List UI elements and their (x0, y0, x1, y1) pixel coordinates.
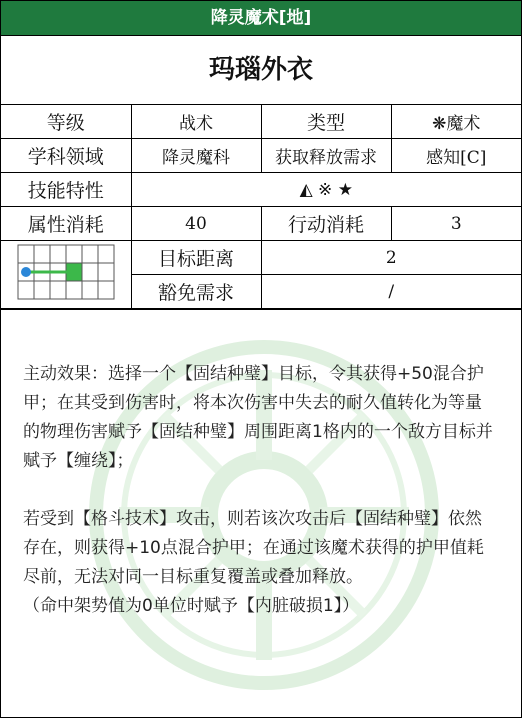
attr-cost-label: 属性消耗 (1, 207, 131, 241)
grid-cell (18, 245, 34, 263)
grid-cell (50, 281, 66, 299)
category-header: 降灵魔术[地] (1, 1, 521, 36)
acquire-label: 获取释放需求 (261, 139, 391, 173)
immune-value: / (261, 275, 521, 309)
grid-cell (98, 281, 114, 299)
grid-cell (50, 245, 66, 263)
grid-cell (82, 263, 98, 281)
description-para-3: （命中架势值为0单位时赋予【内脏破损1】） (23, 596, 360, 616)
stats-table (1, 105, 521, 309)
range-diagram (1, 241, 131, 309)
grid-cell (82, 281, 98, 299)
range-origin-dot (21, 267, 31, 277)
level-value: 战术 (131, 105, 261, 139)
type-value: ❋魔术 (391, 105, 521, 139)
field-value: 降灵魔科 (131, 139, 261, 173)
grid-cell (66, 245, 82, 263)
trait-value: ◭ ※ ★ (131, 173, 521, 207)
grid-cell (98, 245, 114, 263)
immune-label: 豁免需求 (131, 275, 261, 309)
grid-cell (34, 281, 50, 299)
field-label: 学科领域 (1, 139, 131, 173)
level-label: 等级 (1, 105, 131, 139)
grid-cell (18, 281, 34, 299)
grid-cell (66, 281, 82, 299)
description-text (1, 310, 521, 621)
action-cost-value: 3 (391, 207, 521, 241)
range-grid-icon (16, 243, 116, 301)
grid-cell (98, 263, 114, 281)
description-para-2: 若受到【格斗技术】攻击，则若该次攻击后【固结种璧】依然存在，则获得+10点混合护甲；在通过该魔术获得的护甲值耗尽前，无法对同一目标重复覆盖或叠加释放。 (23, 509, 484, 587)
description-para-1: 主动效果：选择一个【固结种璧】目标，令其获得+50混合护甲；在其受到伤害时，将本次伤害中失去的耐久值转化为等量的物理伤害赋予【固结种璧】周围距离1格内的一个敌方目标并赋予【缠绕】； (23, 364, 493, 471)
grid-cell (34, 245, 50, 263)
acquire-value: 感知[C] (391, 139, 521, 173)
card-title: 玛瑙外衣 (1, 36, 521, 105)
type-label: 类型 (261, 105, 391, 139)
attr-cost-value: 40 (131, 207, 261, 241)
range-label: 目标距离 (131, 241, 261, 275)
trait-label: 技能特性 (1, 173, 131, 207)
range-value: 2 (261, 241, 521, 275)
description-area (1, 309, 521, 716)
action-cost-label: 行动消耗 (261, 207, 391, 241)
grid-cell (82, 245, 98, 263)
